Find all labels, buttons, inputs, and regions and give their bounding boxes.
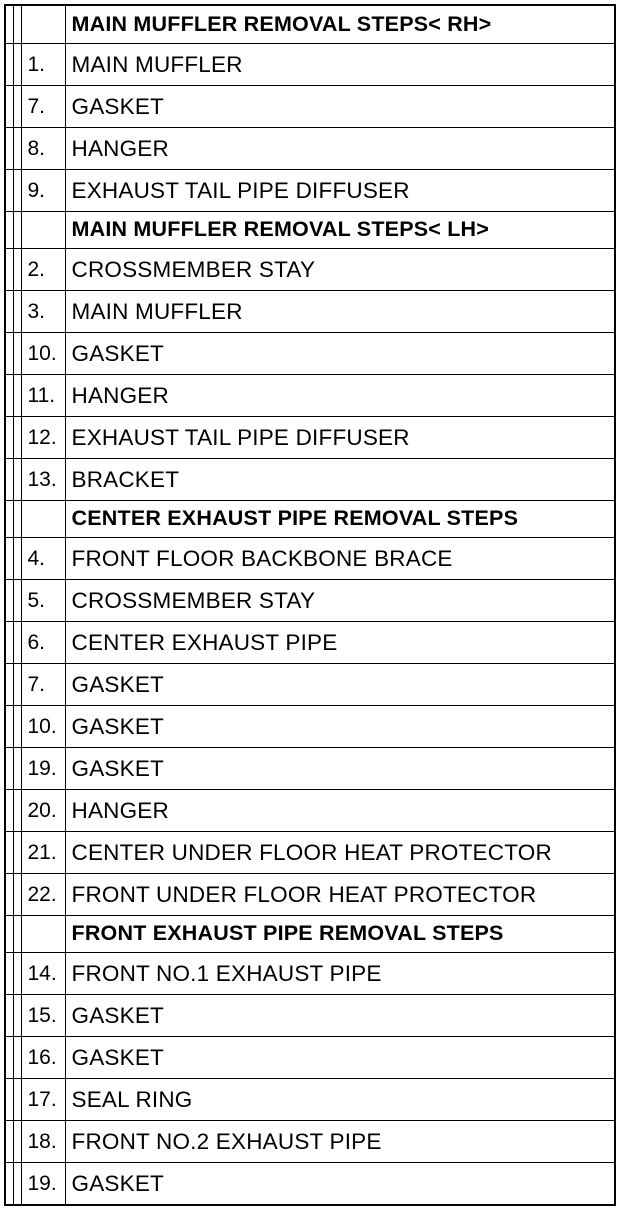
table-row [5, 1079, 615, 1121]
table-row [5, 706, 615, 748]
margin-cell [13, 916, 21, 953]
step-number: 10. [21, 333, 65, 375]
step-number: 13. [21, 459, 65, 501]
part-name: FRONT NO.2 EXHAUST PIPE [65, 1121, 615, 1163]
part-name: HANGER [65, 790, 615, 832]
margin-cell [13, 953, 21, 995]
margin-cell [5, 170, 13, 212]
margin-cell [5, 706, 13, 748]
step-number: 16. [21, 1037, 65, 1079]
margin-cell [5, 1121, 13, 1163]
part-name: GASKET [65, 748, 615, 790]
step-number: 22. [21, 874, 65, 916]
part-name: GASKET [65, 1037, 615, 1079]
margin-cell [5, 249, 13, 291]
margin-cell [13, 249, 21, 291]
table-row [5, 170, 615, 212]
part-name: CROSSMEMBER STAY [65, 580, 615, 622]
table-row [5, 995, 615, 1037]
part-name: MAIN MUFFLER [65, 44, 615, 86]
step-number: 14. [21, 953, 65, 995]
removal-steps-body [5, 5, 615, 1205]
table-row [5, 86, 615, 128]
margin-cell [5, 5, 13, 44]
margin-cell [5, 1037, 13, 1079]
table-row [5, 459, 615, 501]
step-number: 3. [21, 291, 65, 333]
part-name: FRONT UNDER FLOOR HEAT PROTECTOR [65, 874, 615, 916]
margin-cell [13, 170, 21, 212]
margin-cell [13, 1037, 21, 1079]
margin-cell [13, 1121, 21, 1163]
margin-cell [13, 790, 21, 832]
margin-cell [13, 333, 21, 375]
margin-cell [5, 459, 13, 501]
table-row [5, 748, 615, 790]
removal-steps-table [4, 4, 616, 1206]
table-row [5, 580, 615, 622]
margin-cell [13, 44, 21, 86]
section-header-row [5, 501, 615, 538]
table-row [5, 44, 615, 86]
margin-cell [5, 44, 13, 86]
margin-cell [13, 664, 21, 706]
margin-cell [13, 417, 21, 459]
margin-cell [5, 333, 13, 375]
margin-cell [5, 832, 13, 874]
table-row [5, 874, 615, 916]
part-name: GASKET [65, 995, 615, 1037]
margin-cell [5, 1163, 13, 1206]
margin-cell [5, 995, 13, 1037]
margin-cell [13, 459, 21, 501]
margin-cell [5, 622, 13, 664]
margin-cell [5, 128, 13, 170]
part-name: FRONT NO.1 EXHAUST PIPE [65, 953, 615, 995]
margin-cell [13, 748, 21, 790]
table-row [5, 128, 615, 170]
margin-cell [13, 538, 21, 580]
part-name: GASKET [65, 333, 615, 375]
margin-cell [5, 916, 13, 953]
margin-cell [13, 1079, 21, 1121]
step-number: 20. [21, 790, 65, 832]
margin-cell [13, 622, 21, 664]
part-name: EXHAUST TAIL PIPE DIFFUSER [65, 417, 615, 459]
margin-cell [5, 580, 13, 622]
step-number: 21. [21, 832, 65, 874]
part-name: CROSSMEMBER STAY [65, 249, 615, 291]
step-number-cell [21, 5, 65, 44]
margin-cell [5, 375, 13, 417]
section-header-row [5, 212, 615, 249]
part-name: CENTER UNDER FLOOR HEAT PROTECTOR [65, 832, 615, 874]
step-number: 15. [21, 995, 65, 1037]
margin-cell [13, 501, 21, 538]
margin-cell [13, 580, 21, 622]
margin-cell [5, 501, 13, 538]
table-row [5, 832, 615, 874]
margin-cell [5, 86, 13, 128]
step-number: 19. [21, 1163, 65, 1206]
section-title: MAIN MUFFLER REMOVAL STEPS< LH> [65, 212, 615, 249]
margin-cell [13, 706, 21, 748]
step-number-cell [21, 212, 65, 249]
table-row [5, 1037, 615, 1079]
section-header-row [5, 916, 615, 953]
step-number: 7. [21, 86, 65, 128]
margin-cell [13, 5, 21, 44]
step-number: 19. [21, 748, 65, 790]
margin-cell [13, 212, 21, 249]
part-name: MAIN MUFFLER [65, 291, 615, 333]
margin-cell [5, 417, 13, 459]
margin-cell [13, 128, 21, 170]
table-row [5, 664, 615, 706]
part-name: HANGER [65, 128, 615, 170]
step-number-cell [21, 916, 65, 953]
margin-cell [5, 664, 13, 706]
part-name: FRONT FLOOR BACKBONE BRACE [65, 538, 615, 580]
part-name: HANGER [65, 375, 615, 417]
margin-cell [5, 1079, 13, 1121]
table-row [5, 538, 615, 580]
step-number: 10. [21, 706, 65, 748]
step-number: 2. [21, 249, 65, 291]
margin-cell [13, 995, 21, 1037]
margin-cell [5, 538, 13, 580]
step-number: 9. [21, 170, 65, 212]
margin-cell [5, 790, 13, 832]
margin-cell [13, 874, 21, 916]
part-name: BRACKET [65, 459, 615, 501]
margin-cell [13, 291, 21, 333]
step-number: 17. [21, 1079, 65, 1121]
step-number: 6. [21, 622, 65, 664]
margin-cell [5, 212, 13, 249]
step-number: 11. [21, 375, 65, 417]
margin-cell [13, 86, 21, 128]
table-row [5, 417, 615, 459]
table-row [5, 1163, 615, 1206]
table-row [5, 291, 615, 333]
margin-cell [5, 953, 13, 995]
table-row [5, 249, 615, 291]
margin-cell [13, 375, 21, 417]
part-name: GASKET [65, 1163, 615, 1206]
step-number-cell [21, 501, 65, 538]
step-number: 1. [21, 44, 65, 86]
table-row [5, 375, 615, 417]
table-row [5, 790, 615, 832]
table-row [5, 953, 615, 995]
margin-cell [5, 874, 13, 916]
part-name: GASKET [65, 706, 615, 748]
table-row [5, 1121, 615, 1163]
step-number: 5. [21, 580, 65, 622]
step-number: 8. [21, 128, 65, 170]
step-number: 12. [21, 417, 65, 459]
step-number: 7. [21, 664, 65, 706]
part-name: GASKET [65, 664, 615, 706]
table-row [5, 622, 615, 664]
table-row [5, 333, 615, 375]
step-number: 18. [21, 1121, 65, 1163]
margin-cell [5, 748, 13, 790]
part-name: CENTER EXHAUST PIPE [65, 622, 615, 664]
step-number: 4. [21, 538, 65, 580]
section-title: CENTER EXHAUST PIPE REMOVAL STEPS [65, 501, 615, 538]
margin-cell [5, 291, 13, 333]
section-title: MAIN MUFFLER REMOVAL STEPS< RH> [65, 5, 615, 44]
section-title: FRONT EXHAUST PIPE REMOVAL STEPS [65, 916, 615, 953]
part-name: SEAL RING [65, 1079, 615, 1121]
section-header-row [5, 5, 615, 44]
margin-cell [13, 1163, 21, 1206]
part-name: EXHAUST TAIL PIPE DIFFUSER [65, 170, 615, 212]
margin-cell [13, 832, 21, 874]
part-name: GASKET [65, 86, 615, 128]
